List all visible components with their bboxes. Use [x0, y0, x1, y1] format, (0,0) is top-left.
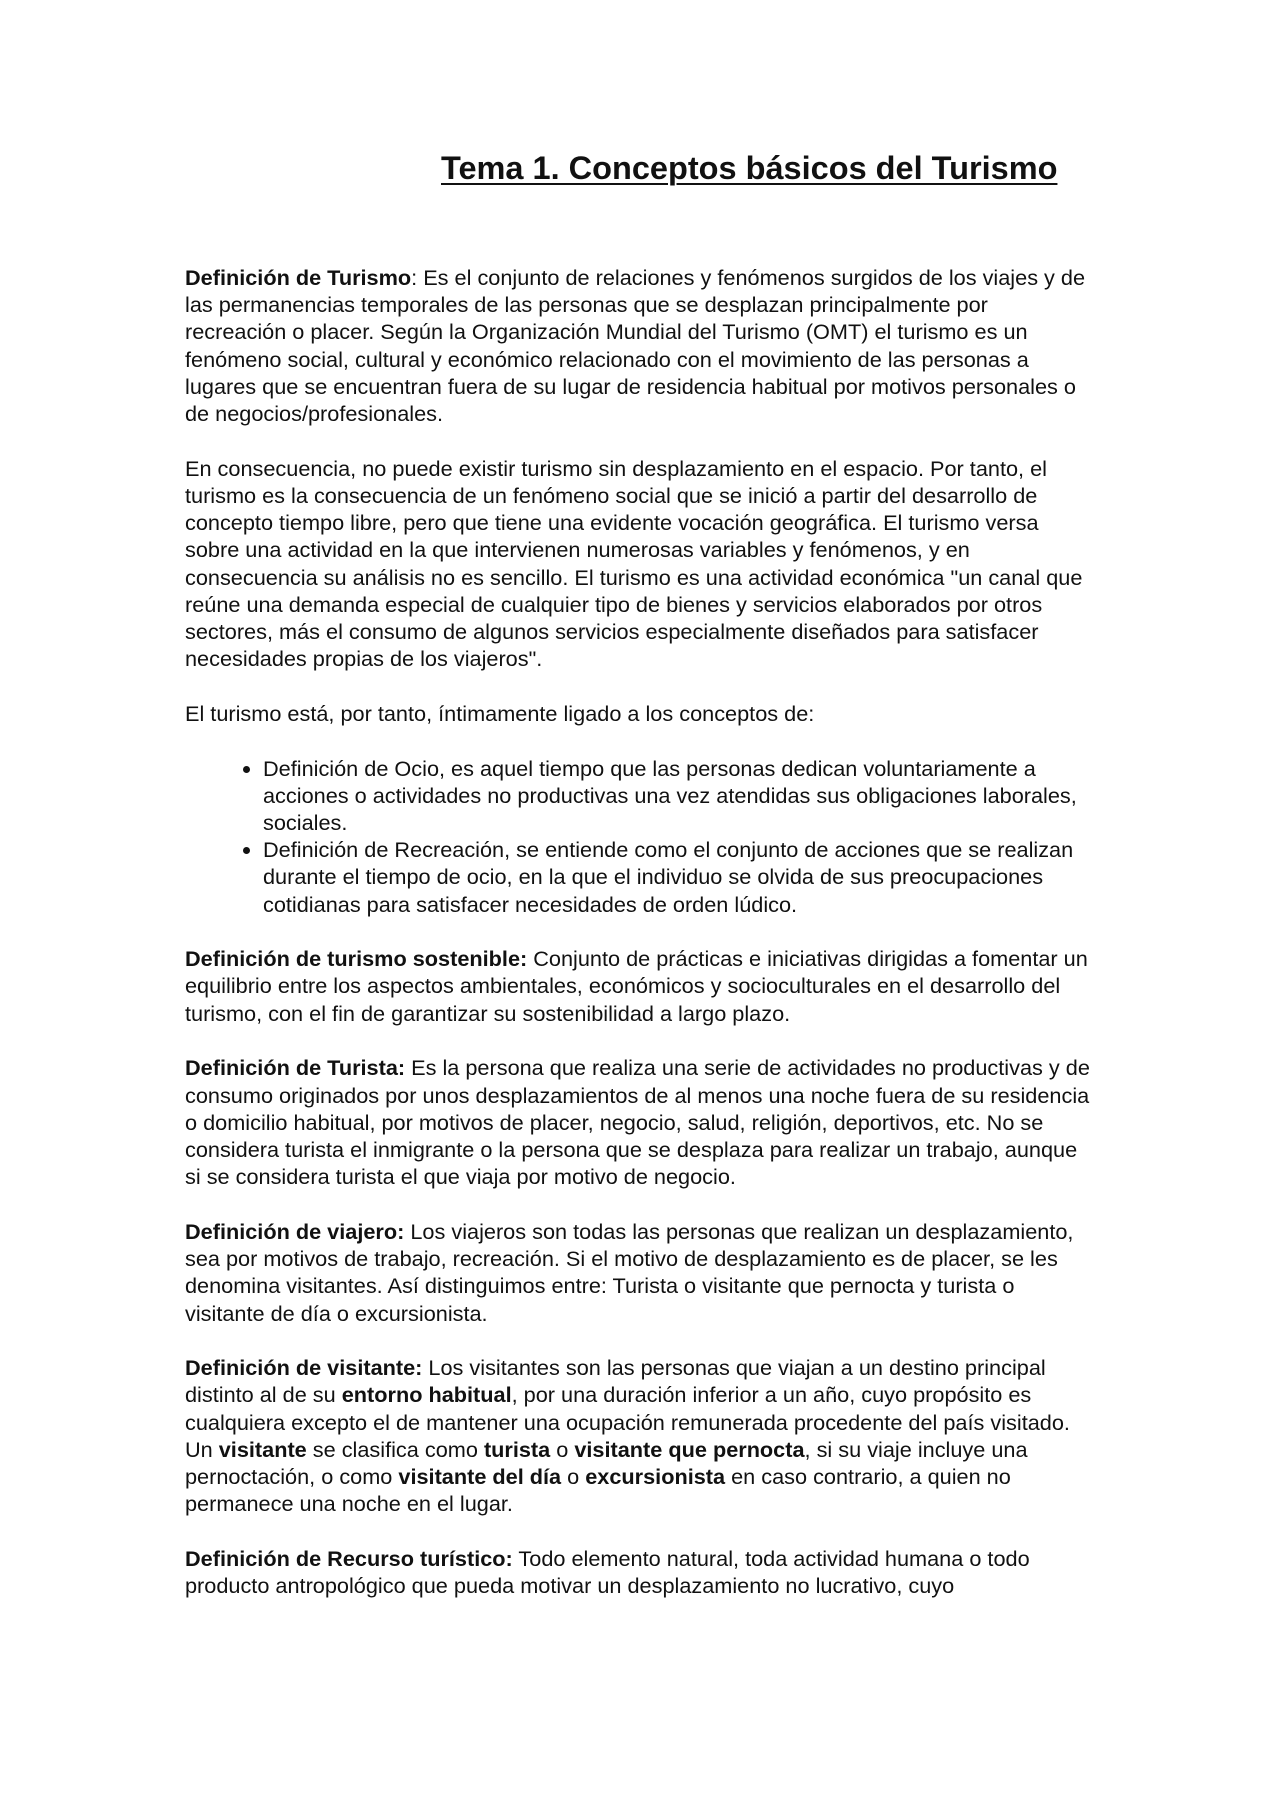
paragraph-definicion-turismo — [185, 264, 1095, 427]
paragraph-turista — [185, 1054, 1095, 1190]
concepts-list — [185, 755, 1095, 918]
paragraph-text: Los viajeros son todas las personas que realizan un desplazamiento, sea por motivos de trabajo, recreación. Si el motivo de desplazamiento es de placer, se les denomina visitantes. Así distinguimos entre: Turista o visitante que pernocta y turista o visitante de día o excursionista. — [185, 1218, 1074, 1326]
document-body — [185, 264, 1095, 1627]
page-title: Tema 1. Conceptos básicos del Turismo — [441, 150, 1058, 186]
list-item: • Definición de Recreación, se entiende como el conjunto de acciones que se realizan durante el tiempo de ocio, en la que el individuo se olvida de sus preocupaciones cotidianas para satisfacer necesidades de orden lúdico. — [263, 836, 1095, 918]
emphasis: visitante — [218, 1436, 307, 1462]
paragraph-recurso-turistico — [185, 1545, 1095, 1599]
paragraph-ligado: El turismo está, por tanto, íntimamente ligado a los conceptos de: — [185, 700, 815, 726]
term-label: Definición de turismo sostenible: — [185, 946, 528, 972]
paragraph-text: o — [550, 1436, 575, 1462]
paragraph-text: , si su viaje incluye una pernoctación, o como — [185, 1436, 1028, 1490]
paragraph-text: se clasifica como — [306, 1436, 484, 1462]
term-label: Definición de viajero: — [185, 1218, 405, 1244]
term-label: Definición de visitante: — [185, 1355, 423, 1381]
paragraph-text: Es el conjunto de relaciones y fenómenos surgidos de los viajes y de las permanencias temporales de las personas que se desplazan principalmente por recreación o placer. Según la Organización Mundial del Turismo (OMT) el turismo es un fenómeno social, cultural y económico relacionado con el movimiento de las personas a lugares que se encuentran fuera de su lugar de residencia habitual por motivos personales o de negocios/profesionales. — [185, 265, 1086, 427]
paragraph-text: Todo elemento natural, toda actividad humana o todo producto antropológico que pueda motivar un desplazamiento no lucrativo, cuyo — [185, 1545, 1030, 1599]
emphasis: visitante que pernocta — [574, 1436, 805, 1462]
paragraph-turismo-sostenible — [185, 945, 1095, 1027]
paragraph-viajero — [185, 1218, 1095, 1327]
term-label: Definición de Recurso turístico: — [185, 1545, 513, 1571]
paragraph-text: Es la persona que realiza una serie de actividades no productivas y de consumo originados por unos desplazamientos de al menos una noche fuera de su residencia o domicilio habitual, por motivos de placer, negocio, salud, religión, deportivos, etc. No se considera turista el inmigrante o la persona que se desplaza para realizar un trabajo, aunque si se considera turista el que viaja por motivo de negocio. — [185, 1055, 1090, 1190]
emphasis: visitante del día — [398, 1464, 562, 1490]
list-item: • Definición de Ocio, es aquel tiempo que las personas dedican voluntariamente a acciones o actividades no productivas una vez atendidas sus obligaciones laborales, sociales. — [263, 755, 1095, 837]
label-separator: : — [411, 265, 424, 290]
paragraph-visitante — [185, 1354, 1095, 1517]
emphasis: turista — [483, 1436, 551, 1462]
paragraph-text: Los visitantes son las personas que viajan a un destino principal distinto al de su — [185, 1355, 1046, 1408]
emphasis: excursionista — [585, 1464, 726, 1490]
paragraph-text: o — [561, 1464, 586, 1490]
emphasis: entorno habitual — [341, 1382, 512, 1408]
paragraph-text: , por una duración inferior a un año, cuyo propósito es cualquiera excepto el de mantener una ocupación remunerada procedente del país visitado. Un — [185, 1382, 1070, 1462]
term-label: Definición de Turista: — [185, 1055, 406, 1081]
paragraph-consecuencia: En consecuencia, no puede existir turismo sin desplazamiento en el espacio. Por tanto, el turismo es la consecuencia de un fenómeno social que se inició a partir del desarrollo de concepto tiempo libre, pero que tiene una evidente vocación geográfica. El turismo versa sobre una actividad en la que intervienen numerosas variables y fenómenos, y en consecuencia su análisis no es sencillo. El turismo es una actividad económica "un canal que reúne una demanda especial de cualquier tipo de bienes y servicios elaborados por otros sectores, más el consumo de algunos servicios especialmente diseñados para satisfacer necesidades propias de los viajeros". — [185, 455, 1083, 672]
paragraph-text: Conjunto de prácticas e iniciativas dirigidas a fomentar un equilibrio entre los aspectos ambientales, económicos y socioculturales en el desarrollo del turismo, con el fin de garantizar su sostenibilidad a largo plazo. — [185, 946, 1088, 1026]
paragraph-text: en caso contrario, a quien no permanece una noche en el lugar. — [185, 1464, 1011, 1517]
term-label: Definición de Turismo — [185, 265, 412, 290]
